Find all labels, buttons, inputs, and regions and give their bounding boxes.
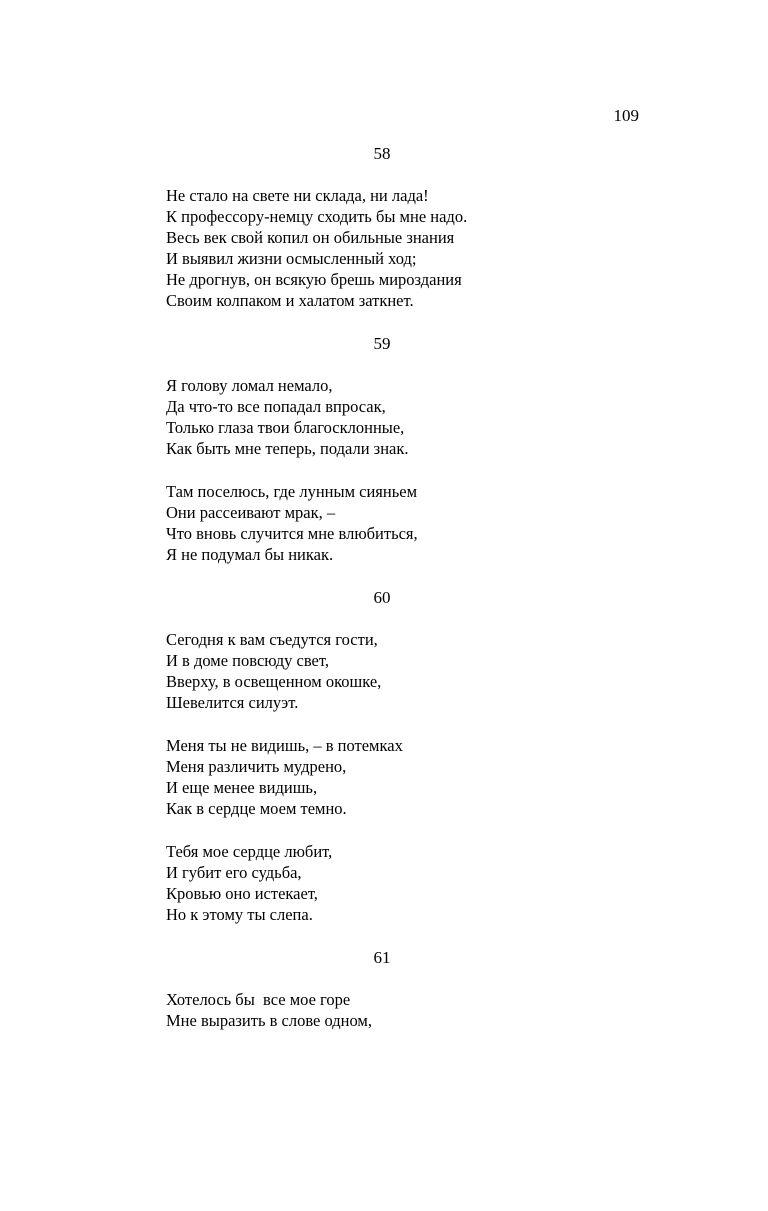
verse-line: Меня ты не видишь, – в потемках <box>166 736 403 755</box>
stanza <box>166 185 602 311</box>
stanza <box>166 735 602 819</box>
verse-line: Что вновь случится мне влюбиться, <box>166 524 418 543</box>
poem <box>166 333 602 565</box>
verse-line: Не стало на свете ни склада, ни лада! <box>166 186 429 205</box>
poem-number: 59 <box>373 334 391 353</box>
verse-line: К профессору-немцу сходить бы мне надо. <box>166 207 468 226</box>
verse-line: Хотелось бы все мое горе <box>166 990 351 1009</box>
verse-line: Тебя мое сердце любит, <box>166 842 333 861</box>
stanza <box>166 481 602 565</box>
verse-line: Вверху, в освещенном окошке, <box>166 672 382 691</box>
verse-line: И выявил жизни осмысленный ход; <box>166 249 417 268</box>
verse-line: Своим колпаком и халатом заткнет. <box>166 291 414 310</box>
poem <box>166 947 602 1031</box>
verse-line: Шевелится силуэт. <box>166 693 299 712</box>
verse-line: Я голову ломал немало, <box>166 376 333 395</box>
verse-line: И губит его судьба, <box>166 863 302 882</box>
verse-line: Только глаза твои благосклонные, <box>166 418 405 437</box>
verse-line: Весь век свой копил он обильные знания <box>166 228 455 247</box>
stanza <box>166 989 602 1031</box>
verse-line: Я не подумал бы никак. <box>166 545 334 564</box>
stanza <box>166 629 602 713</box>
verse-line: Как в сердце моем темно. <box>166 799 347 818</box>
verse-line: И в доме повсюду свет, <box>166 651 329 670</box>
stanza <box>166 841 602 925</box>
verse-line: Кровью оно истекает, <box>166 884 318 903</box>
verse-line: Не дрогнув, он всякую брешь мироздания <box>166 270 462 289</box>
page-number: 109 <box>613 106 639 125</box>
verse-line: Мне выразить в слове одном, <box>166 1011 372 1030</box>
verse-line: Как быть мне теперь, подали знак. <box>166 439 409 458</box>
poem <box>166 587 602 925</box>
poem-number: 60 <box>373 588 391 607</box>
verse-line: Там поселюсь, где лунным сияньем <box>166 482 418 501</box>
poem-number: 61 <box>373 948 391 967</box>
verse-line: Но к этому ты слепа. <box>166 905 313 924</box>
poem-number: 58 <box>373 144 391 163</box>
verse-line: Сегодня к вам съедутся гости, <box>166 630 378 649</box>
verse-line: Меня различить мудрено, <box>166 757 347 776</box>
poems-container <box>166 143 602 1031</box>
poem <box>166 143 602 311</box>
verse-line: Да что-то все попадал впросак, <box>166 397 386 416</box>
verse-line: И еще менее видишь, <box>166 778 318 797</box>
stanza <box>166 375 602 459</box>
verse-line: Они рассеивают мрак, – <box>166 503 336 522</box>
